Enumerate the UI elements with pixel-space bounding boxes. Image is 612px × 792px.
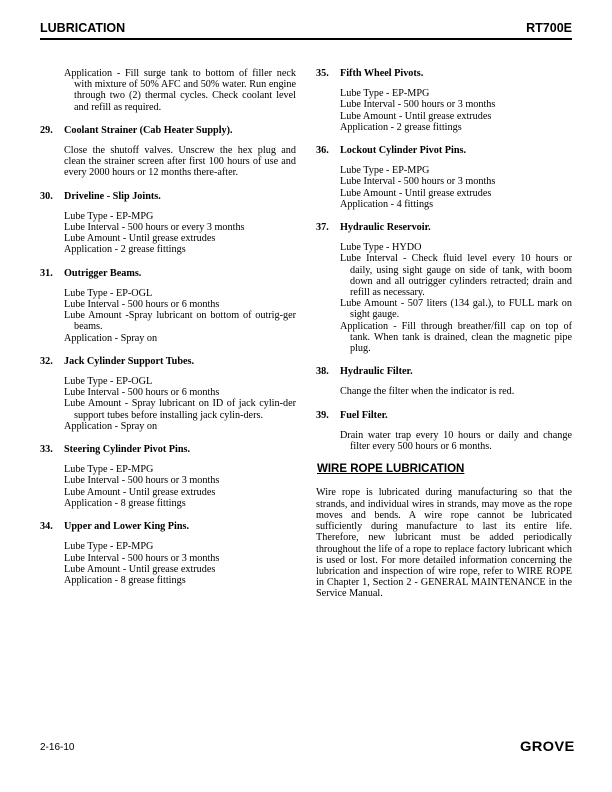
item-36 (316, 145, 572, 210)
item-title: 34. Upper and Lower King Pins. (40, 521, 190, 533)
left-column (40, 68, 296, 598)
page-header (40, 21, 572, 35)
spec-line: Lube Amount -Spray lubricant on bottom of outrig-ger beams. (64, 310, 296, 333)
spec-line: Lube Amount - Until grease extrudes (340, 187, 492, 199)
spec-line: Lube Interval - 500 hours or 3 months (340, 99, 496, 111)
spec-line: Application - 4 fittings (340, 198, 434, 210)
spec-line: Application - 8 grease fittings (64, 497, 186, 509)
item-31 (40, 268, 296, 344)
grove-logo: GROVE (520, 738, 575, 754)
spec-line: Lube Interval - 500 hours or 3 months (64, 475, 220, 487)
item-39 (316, 410, 572, 453)
item-32 (40, 356, 296, 432)
item-title: 37. Hydraulic Reservoir. (316, 222, 431, 234)
spec-line: Application - Spray on (64, 332, 158, 344)
item-30 (40, 191, 296, 256)
intro-paragraph: Application - Fill surge tank to bottom of filler neck with mixture of 50% AFC and 50% water. Run engine through two (2) thermal cycles. Check coolant level and refill as required. (64, 68, 296, 113)
right-column (316, 68, 572, 600)
spec-line: Application - Fill through breather/fill cap on top of tank. When tank is drained, clean the magnetic pipe plug. (340, 320, 572, 355)
spec-line: Lube Interval - 500 hours or 6 months (64, 299, 220, 311)
item-title: 36. Lockout Cylinder Pivot Pins. (316, 145, 467, 157)
item-title: 32. Jack Cylinder Support Tubes. (40, 355, 195, 367)
spec-line: Lube Type - HYDO (340, 242, 422, 254)
spec-line: Lube Type - EP-MPG (64, 541, 154, 553)
spec-line: Application - 2 grease fittings (64, 244, 186, 256)
spec-line: Lube Type - EP-MPG (64, 210, 154, 222)
spec-line: Lube Amount - 507 liters (134 gal.), to FULL mark on sight gauge. (340, 298, 572, 321)
spec-line: Application - 2 grease fittings (340, 121, 462, 133)
item-35 (316, 68, 572, 133)
item-title: 30. Driveline - Slip Joints. (40, 190, 161, 202)
item-37 (316, 222, 572, 354)
spec-line: Lube Interval - 500 hours or every 3 months (64, 222, 245, 234)
item-title: 33. Steering Cylinder Pivot Pins. (40, 444, 191, 456)
spec-line: Lube Interval - Check fluid level every 10 hours or daily, using sight gauge on side of tank, with boom down and all outrigger cylinders retracted; drain and refill as necessary. (340, 253, 572, 299)
item-paragraph: Close the shutoff valves. Unscrew the hex plug and clean the strainer screen after first 100 hours of use and every 2000 hours or 12 months there-after. (64, 145, 296, 179)
page-number: 2-16-10 (40, 742, 75, 753)
spec-line: Lube Amount - Until grease extrudes (64, 486, 216, 498)
wire-rope-heading: WIRE ROPE LUBRICATION (317, 463, 465, 476)
spec-line: Lube Interval - 500 hours or 3 months (340, 176, 496, 188)
spec-line: Lube Amount - Until grease extrudes (64, 233, 216, 245)
spec-line: Lube Amount - Until grease extrudes (340, 110, 492, 122)
item-38 (316, 366, 572, 397)
spec-line: Drain water trap every 10 hours or daily and change filter every 500 hours or 6 months. (340, 429, 572, 453)
item-title: 29. Coolant Strainer (Cab Heater Supply). (40, 124, 233, 136)
item-paragraph: Change the filter when the indicator is red. (340, 386, 515, 398)
item-33 (40, 444, 296, 509)
item-34 (40, 521, 296, 586)
section-title: LUBRICATION (40, 21, 126, 35)
spec-line: Lube Amount - Spray lubricant on ID of jack cylin-der support tubes before installing jack cylin-ders. (64, 398, 296, 421)
spec-line: Lube Type - EP-MPG (64, 464, 154, 476)
item-title: 38. Hydraulic Filter. (316, 366, 413, 378)
spec-line: Lube Type - EP-OGL (64, 287, 153, 299)
spec-line: Lube Type - EP-MPG (340, 88, 430, 100)
item-title: 39. Fuel Filter. (316, 409, 388, 421)
spec-line: Lube Amount - Until grease extrudes (64, 563, 216, 575)
item-title: 35. Fifth Wheel Pivots. (316, 68, 424, 79)
spec-line: Application - Spray on (64, 420, 158, 432)
header-rule (40, 38, 572, 40)
model-label: RT700E (526, 21, 572, 35)
spec-line: Lube Interval - 500 hours or 3 months (64, 552, 220, 564)
spec-line: Lube Type - EP-MPG (340, 165, 430, 177)
wire-rope-body: Wire rope is lubricated during manufacturing so that the strands, and individual wires in strands, may move as the rope moves and bends. A wire rope cannot be lubricated sufficiently during manufacture to last its entire life. Therefore, new lubricant must be added periodically throughout the life of a rope to replace factory lubricant which is used or lost. For more detailed information concerning the lubrication and inspection of wire rope, refer to WIRE ROPE in Chapter 1, Section 2 - GENERAL MAINTENANCE in the Service Manual. (316, 487, 572, 600)
item-title: 31. Outrigger Beams. (40, 267, 142, 279)
spec-line: Lube Type - EP-OGL (64, 376, 153, 388)
item-29 (40, 125, 296, 179)
spec-line: Lube Interval - 500 hours or 6 months (64, 387, 220, 399)
spec-line: Application - 8 grease fittings (64, 574, 186, 586)
